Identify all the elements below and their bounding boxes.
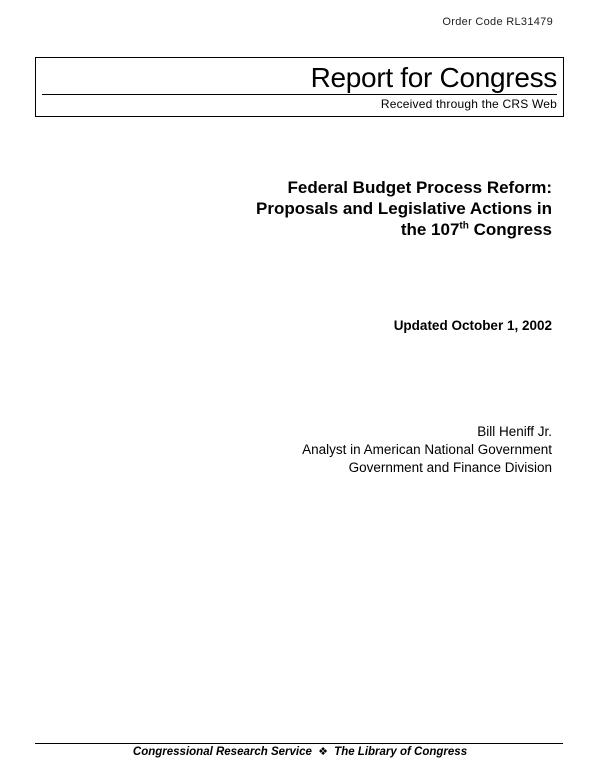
- author-name: Bill Heniff Jr.: [477, 424, 552, 439]
- banner-title: Report for Congress: [310, 62, 557, 93]
- diamond-separator-icon: ❖: [318, 746, 328, 758]
- footer-divider: [35, 743, 563, 744]
- banner-divider: [42, 94, 557, 95]
- report-title: [256, 177, 552, 240]
- report-title-line-3: [256, 219, 552, 240]
- report-title-line-1: Federal Budget Process Reform:: [287, 178, 552, 197]
- author-division: Government and Finance Division: [348, 460, 552, 475]
- report-banner: [35, 57, 564, 117]
- author-block: [302, 423, 552, 477]
- updated-date: Updated October 1, 2002: [393, 318, 552, 333]
- report-title-line-2: Proposals and Legislative Actions in: [256, 199, 552, 218]
- footer-publisher: Congressional Research Service: [132, 746, 312, 758]
- report-title-line-3-post: Congress: [468, 220, 552, 239]
- order-code: Order Code RL31479: [442, 16, 553, 28]
- report-title-line-3-pre: the 107: [400, 220, 460, 239]
- footer: [0, 745, 600, 758]
- banner-subtitle: Received through the CRS Web: [380, 97, 557, 111]
- ordinal-suffix: th: [459, 220, 469, 232]
- footer-library: The Library of Congress: [334, 746, 468, 758]
- author-position: Analyst in American National Government: [302, 442, 552, 457]
